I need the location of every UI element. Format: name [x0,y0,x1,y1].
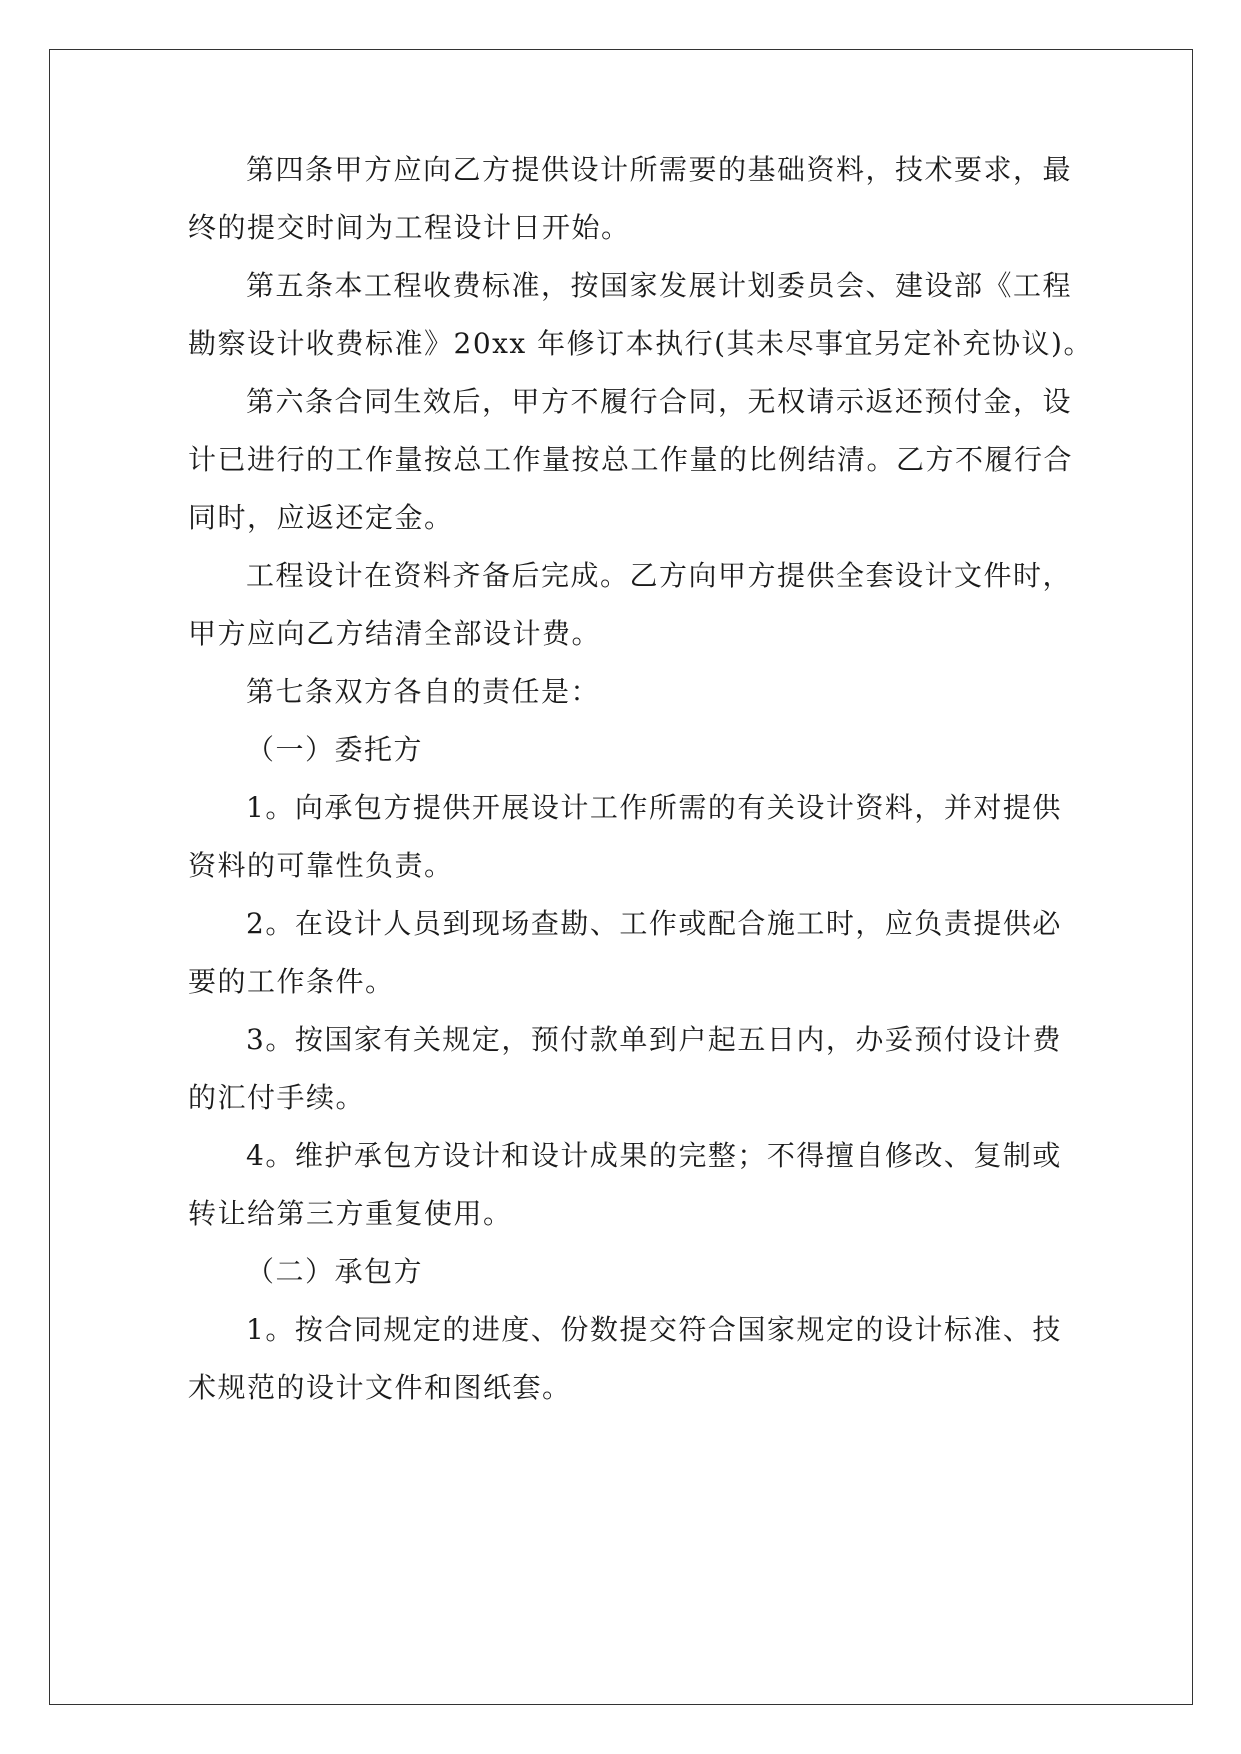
client-item-1-line-2: 资料的可靠性负责。 [188,849,454,882]
client-item-3-line-2: 的汇付手续。 [188,1081,366,1114]
client-item-4-line-2: 转让给第三方重复使用。 [188,1197,513,1230]
client-item-3-line-1: 3。按国家有关规定，预付款单到户起五日内，办妥预付设计费 [246,1023,1062,1056]
clause-4-line-1: 第四条甲方应向乙方提供设计所需要的基础资料，技术要求，最 [246,153,1073,186]
clause-4-line-2: 终的提交时间为工程设计日开始。 [188,211,631,244]
contractor-item-1-line-2: 术规范的设计文件和图纸套。 [188,1371,572,1404]
client-item-4-line-1: 4。维护承包方设计和设计成果的完整；不得擅自修改、复制或 [246,1139,1062,1172]
design-completion-line-2: 甲方应向乙方结清全部设计费。 [188,617,602,650]
clause-6-line-3: 同时，应返还定金。 [188,501,454,534]
client-item-2-line-1: 2。在设计人员到现场查勘、工作或配合施工时，应负责提供必 [246,907,1062,940]
clause-5-line-1: 第五条本工程收费标准，按国家发展计划委员会、建设部《工程 [246,269,1073,302]
design-completion-line-1: 工程设计在资料齐备后完成。乙方向甲方提供全套设计文件时， [246,559,1073,592]
section-contractor-heading: （二）承包方 [246,1255,424,1288]
clause-7-heading: 第七条双方各自的责任是： [246,675,601,708]
client-item-2-line-2: 要的工作条件。 [188,965,395,998]
client-item-1-line-1: 1。向承包方提供开展设计工作所需的有关设计资料，并对提供 [246,791,1062,824]
clause-6-line-2: 计已进行的工作量按总工作量按总工作量的比例结清。乙方不履行合 [188,443,1074,476]
clause-5-line-2: 勘察设计收费标准》20xx 年修订本执行(其未尽事宜另定补充协议)。 [188,327,1093,360]
contractor-item-1-line-1: 1。按合同规定的进度、份数提交符合国家规定的设计标准、技 [246,1313,1062,1346]
clause-6-line-1: 第六条合同生效后，甲方不履行合同，无权请示返还预付金，设 [246,385,1073,418]
section-client-heading: （一）委托方 [246,733,424,766]
